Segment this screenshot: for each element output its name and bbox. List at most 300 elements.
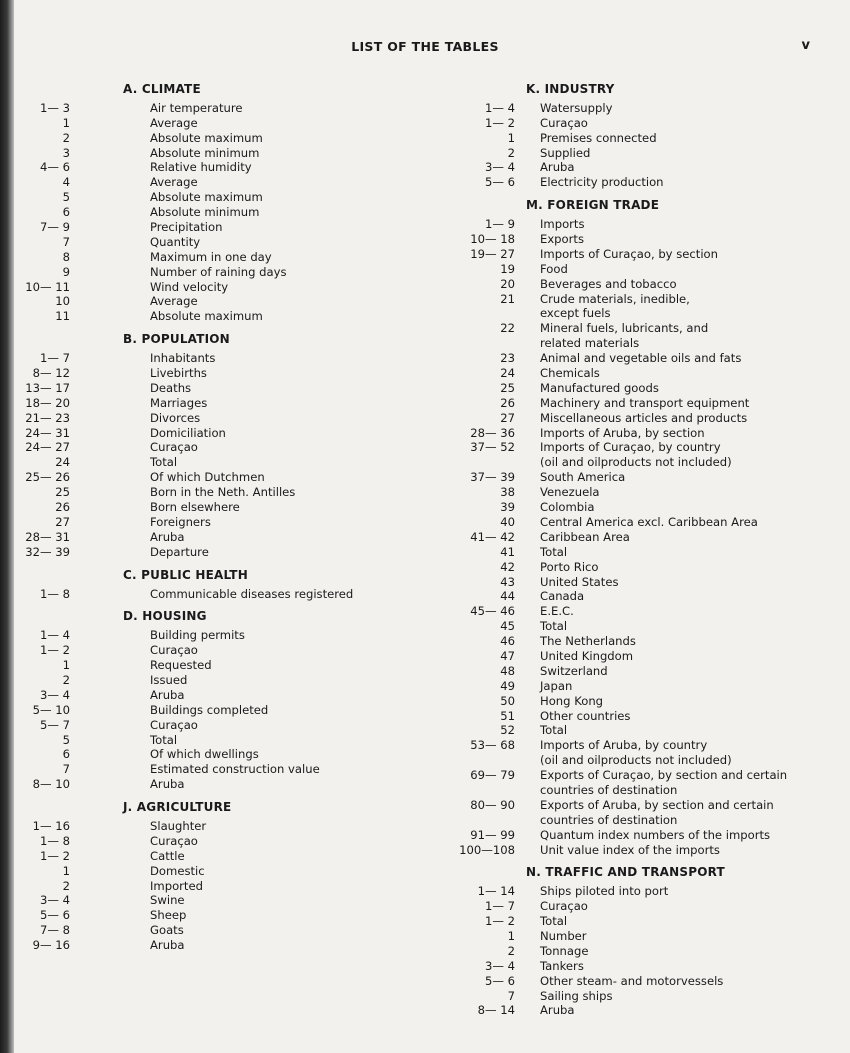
table-description: Curaçao bbox=[150, 643, 198, 658]
table-list-row bbox=[440, 560, 840, 575]
table-description: Communicable diseases registered bbox=[150, 586, 354, 601]
table-description: Divorces bbox=[150, 410, 201, 425]
table-list-row bbox=[20, 101, 420, 116]
table-list-row bbox=[20, 545, 420, 560]
table-list-row bbox=[440, 515, 840, 530]
table-number: 26 bbox=[500, 395, 515, 410]
table-list-row bbox=[440, 470, 840, 485]
table-description: Buildings completed bbox=[150, 702, 269, 717]
section-heading-text: C. PUBLIC HEALTH bbox=[123, 567, 248, 582]
table-number: 46 bbox=[500, 634, 515, 649]
table-number: 1— 4 bbox=[484, 100, 515, 115]
table-description: Deaths bbox=[150, 380, 192, 395]
table-number: 9 bbox=[62, 264, 70, 279]
table-list-row bbox=[440, 944, 840, 959]
table-list-row bbox=[440, 914, 840, 929]
table-list-row bbox=[20, 864, 420, 879]
table-number: 1— 14 bbox=[477, 884, 515, 899]
table-number: 7— 9 bbox=[39, 220, 70, 235]
table-description: Foreigners bbox=[150, 514, 211, 529]
table-list-row bbox=[440, 753, 840, 768]
table-list-row bbox=[20, 628, 420, 643]
table-number: 52 bbox=[500, 723, 515, 738]
table-number: 38 bbox=[500, 485, 515, 500]
table-description: Sailing ships bbox=[540, 988, 613, 1003]
table-description: Imports of Curaçao, by country bbox=[540, 440, 721, 455]
table-list-row bbox=[20, 250, 420, 265]
table-description: Total bbox=[540, 723, 568, 738]
table-list-row bbox=[20, 515, 420, 530]
table-description: Mineral fuels, lubricants, and bbox=[540, 321, 709, 336]
section-heading-text: A. CLIMATE bbox=[123, 82, 201, 96]
table-list-row bbox=[440, 545, 840, 560]
table-list-row bbox=[20, 175, 420, 190]
table-number: 19 bbox=[500, 261, 515, 276]
table-number: 39 bbox=[500, 500, 515, 515]
table-description: Absolute maximum bbox=[150, 309, 263, 324]
table-number: 53— 68 bbox=[470, 738, 515, 753]
table-number: 27 bbox=[500, 410, 515, 425]
table-list-row bbox=[20, 146, 420, 161]
table-number: 21— 23 bbox=[25, 410, 70, 425]
table-number: 2 bbox=[62, 672, 70, 687]
table-list-row bbox=[20, 396, 420, 411]
section-heading bbox=[20, 568, 420, 583]
table-description: Exports of Curaçao, by section and certain bbox=[540, 768, 788, 783]
table-list-row bbox=[440, 899, 840, 914]
table-description: Wind velocity bbox=[150, 279, 229, 294]
table-list-row bbox=[20, 819, 420, 834]
table-list-row bbox=[440, 664, 840, 679]
table-description: countries of destination bbox=[540, 812, 678, 827]
table-number: 25 bbox=[55, 485, 70, 500]
table-list-row bbox=[20, 309, 420, 324]
table-description: Total bbox=[150, 732, 178, 747]
table-description: Watersupply bbox=[540, 100, 613, 115]
table-list-row bbox=[440, 929, 840, 944]
table-number: 1— 7 bbox=[39, 351, 70, 366]
table-number: 1— 4 bbox=[39, 628, 70, 643]
table-list-row bbox=[440, 884, 840, 899]
table-description: Hong Kong bbox=[540, 693, 604, 708]
section-gap bbox=[440, 857, 840, 865]
table-list-row bbox=[440, 723, 840, 738]
table-description: Quantity bbox=[150, 234, 201, 249]
table-list-row bbox=[20, 485, 420, 500]
table-list-row bbox=[440, 828, 840, 843]
table-description: Imports of Aruba, by country bbox=[540, 738, 708, 753]
table-number: 37— 39 bbox=[470, 470, 515, 485]
table-list-row bbox=[440, 336, 840, 351]
table-list-row bbox=[440, 974, 840, 989]
table-list-row bbox=[20, 879, 420, 894]
table-list-row bbox=[440, 649, 840, 664]
table-number: 25— 26 bbox=[25, 470, 70, 485]
table-list-row bbox=[20, 351, 420, 366]
table-description: Central America excl. Caribbean Area bbox=[540, 514, 758, 529]
table-description: Venezuela bbox=[540, 485, 600, 500]
table-list-row bbox=[20, 220, 420, 235]
table-description: Aruba bbox=[150, 938, 185, 953]
book-binding-shadow bbox=[0, 0, 14, 1053]
table-number: 4— 6 bbox=[39, 160, 70, 175]
table-list-row bbox=[440, 321, 840, 336]
table-number: 5— 6 bbox=[484, 973, 515, 988]
table-number: 21 bbox=[500, 291, 515, 306]
table-description: Relative humidity bbox=[150, 160, 252, 175]
table-number: 20 bbox=[500, 276, 515, 291]
table-description: Manufactured goods bbox=[540, 380, 659, 395]
table-description: Premises connected bbox=[540, 130, 657, 145]
table-description: Other countries bbox=[540, 708, 631, 723]
section-heading-text: B. POPULATION bbox=[123, 332, 230, 347]
table-list-row bbox=[440, 217, 840, 232]
right-column bbox=[440, 82, 840, 1018]
table-description: Absolute maximum bbox=[150, 130, 263, 145]
table-number: 4 bbox=[62, 175, 70, 190]
table-description: Issued bbox=[150, 672, 188, 687]
table-number: 8— 12 bbox=[32, 366, 70, 381]
table-list-row bbox=[440, 381, 840, 396]
table-number: 3— 4 bbox=[484, 160, 515, 175]
table-number: 24— 31 bbox=[25, 425, 70, 440]
table-number: 6 bbox=[62, 205, 70, 220]
table-description: Unit value index of the imports bbox=[540, 842, 720, 857]
table-number: 7— 8 bbox=[39, 923, 70, 938]
table-number: 2 bbox=[62, 878, 70, 893]
table-number: 40 bbox=[500, 514, 515, 529]
table-list-row bbox=[440, 798, 840, 813]
table-list-row bbox=[20, 587, 420, 602]
table-number: 28— 36 bbox=[470, 425, 515, 440]
table-number: 10— 18 bbox=[470, 232, 515, 247]
table-number: 1— 8 bbox=[39, 833, 70, 848]
table-list-row bbox=[20, 703, 420, 718]
table-list-row bbox=[440, 738, 840, 753]
table-list-row bbox=[20, 762, 420, 777]
table-number: 5— 6 bbox=[484, 175, 515, 190]
table-description: Chemicals bbox=[540, 366, 600, 381]
table-description: Porto Rico bbox=[540, 559, 599, 574]
table-description: Goats bbox=[150, 923, 184, 938]
table-description: Swine bbox=[150, 893, 185, 908]
table-list-row bbox=[20, 455, 420, 470]
table-number: 1— 2 bbox=[484, 115, 515, 130]
table-description: Ships piloted into port bbox=[540, 884, 669, 899]
table-description: Departure bbox=[150, 544, 209, 559]
table-list-row bbox=[20, 381, 420, 396]
table-description: United Kingdom bbox=[540, 648, 634, 663]
table-number: 8— 14 bbox=[477, 1003, 515, 1018]
table-list-row bbox=[20, 280, 420, 295]
table-description: Absolute maximum bbox=[150, 190, 263, 205]
table-list-row bbox=[440, 813, 840, 828]
table-list-row bbox=[20, 643, 420, 658]
table-list-row bbox=[20, 366, 420, 381]
table-number: 1 bbox=[62, 658, 70, 673]
table-list-row bbox=[20, 265, 420, 280]
table-number: 3 bbox=[62, 145, 70, 160]
table-number: 100—108 bbox=[459, 842, 515, 857]
table-description: Requested bbox=[150, 658, 212, 673]
table-list-row bbox=[440, 589, 840, 604]
table-list-row bbox=[440, 500, 840, 515]
table-list-row bbox=[20, 893, 420, 908]
table-list-row bbox=[440, 989, 840, 1004]
table-number: 2 bbox=[507, 145, 515, 160]
table-number: 24 bbox=[55, 455, 70, 470]
table-number: 45 bbox=[500, 619, 515, 634]
table-description: (oil and oilproducts not included) bbox=[540, 753, 732, 768]
table-description: Curaçao bbox=[150, 717, 198, 732]
table-number: 3— 4 bbox=[39, 893, 70, 908]
table-description: Building permits bbox=[150, 628, 245, 643]
table-number: 1— 9 bbox=[484, 217, 515, 232]
table-list-row bbox=[440, 292, 840, 307]
table-list-row bbox=[20, 235, 420, 250]
table-list-row bbox=[440, 146, 840, 161]
table-list-row bbox=[440, 530, 840, 545]
table-number: 1— 3 bbox=[39, 100, 70, 115]
table-description: (oil and oilproducts not included) bbox=[540, 455, 732, 470]
table-number: 44 bbox=[500, 589, 515, 604]
table-list-row bbox=[440, 575, 840, 590]
table-number: 5 bbox=[62, 190, 70, 205]
table-list-row bbox=[20, 294, 420, 309]
table-list-row bbox=[20, 205, 420, 220]
table-description: Switzerland bbox=[540, 663, 608, 678]
section-heading bbox=[440, 198, 840, 213]
table-number: 7 bbox=[62, 762, 70, 777]
table-list-row bbox=[440, 247, 840, 262]
table-list-row bbox=[20, 190, 420, 205]
table-description: Machinery and transport equipment bbox=[540, 395, 750, 410]
table-list-row bbox=[440, 396, 840, 411]
table-description: Born in the Neth. Antilles bbox=[150, 485, 296, 500]
table-list-row bbox=[20, 131, 420, 146]
table-list-row bbox=[440, 455, 840, 470]
table-description: Exports bbox=[540, 232, 584, 247]
table-description: Electricity production bbox=[540, 175, 664, 190]
table-list-row bbox=[440, 768, 840, 783]
table-number: 5— 10 bbox=[32, 702, 70, 717]
table-number: 26 bbox=[55, 500, 70, 515]
table-number: 24 bbox=[500, 366, 515, 381]
table-list-row bbox=[440, 366, 840, 381]
table-number: 27 bbox=[55, 514, 70, 529]
table-list-row bbox=[440, 485, 840, 500]
table-list-row bbox=[20, 923, 420, 938]
table-description: United States bbox=[540, 574, 619, 589]
table-list-row bbox=[440, 1003, 840, 1018]
section-heading-text: J. AGRICULTURE bbox=[123, 800, 232, 815]
section-gap bbox=[20, 560, 420, 568]
section-heading bbox=[20, 800, 420, 815]
table-number: 7 bbox=[507, 988, 515, 1003]
table-description: Tankers bbox=[540, 958, 584, 973]
section-heading-text: M. FOREIGN TRADE bbox=[526, 198, 660, 213]
table-list-row bbox=[440, 101, 840, 116]
table-description: Domiciliation bbox=[150, 425, 226, 440]
table-description: Born elsewhere bbox=[150, 500, 240, 515]
table-description: Absolute minimum bbox=[150, 205, 260, 220]
table-list-row bbox=[440, 116, 840, 131]
table-list-row bbox=[440, 131, 840, 146]
table-description: Of which Dutchmen bbox=[150, 470, 265, 485]
table-description: Aruba bbox=[540, 1003, 575, 1018]
table-number: 8 bbox=[62, 249, 70, 264]
table-number: 41 bbox=[500, 544, 515, 559]
table-number: 7 bbox=[62, 234, 70, 249]
table-number: 5 bbox=[62, 732, 70, 747]
table-number: 24— 27 bbox=[25, 440, 70, 455]
section-heading-text: D. HOUSING bbox=[123, 609, 207, 624]
table-description: Colombia bbox=[540, 500, 595, 515]
table-number: 80— 90 bbox=[470, 797, 515, 812]
table-list-row bbox=[20, 411, 420, 426]
table-description: Total bbox=[540, 619, 568, 634]
table-description: Cattle bbox=[150, 848, 185, 863]
table-description: Japan bbox=[540, 678, 573, 693]
table-description: Estimated construction value bbox=[150, 762, 320, 777]
table-number: 8— 10 bbox=[32, 777, 70, 792]
table-number: 41— 42 bbox=[470, 529, 515, 544]
table-number: 1 bbox=[62, 115, 70, 130]
table-description: Canada bbox=[540, 589, 585, 604]
table-list-row bbox=[20, 160, 420, 175]
table-list-row bbox=[20, 673, 420, 688]
table-list-row bbox=[20, 834, 420, 849]
section-heading-text: K. INDUSTRY bbox=[526, 82, 615, 96]
table-number: 10— 11 bbox=[25, 279, 70, 294]
table-description: except fuels bbox=[540, 306, 611, 321]
table-description: The Netherlands bbox=[540, 634, 636, 649]
table-list-row bbox=[20, 733, 420, 748]
left-column bbox=[20, 82, 420, 953]
table-description: Crude materials, inedible, bbox=[540, 291, 690, 306]
table-description: Imports bbox=[540, 217, 585, 232]
table-list-row bbox=[440, 411, 840, 426]
table-description: Inhabitants bbox=[150, 351, 216, 366]
table-number: 22 bbox=[500, 321, 515, 336]
table-description: Total bbox=[540, 914, 568, 929]
table-number: 50 bbox=[500, 693, 515, 708]
table-description: Caribbean Area bbox=[540, 529, 630, 544]
page-number: v bbox=[801, 38, 810, 53]
table-description: Aruba bbox=[150, 529, 185, 544]
table-list-row bbox=[440, 426, 840, 441]
table-description: Imported bbox=[150, 878, 203, 893]
table-list-row bbox=[440, 634, 840, 649]
table-number: 1— 2 bbox=[484, 914, 515, 929]
table-number: 69— 79 bbox=[470, 768, 515, 783]
table-list-row bbox=[20, 777, 420, 792]
table-list-row bbox=[20, 849, 420, 864]
table-list-row bbox=[440, 351, 840, 366]
table-description: Beverages and tobacco bbox=[540, 276, 677, 291]
table-number: 28— 31 bbox=[25, 529, 70, 544]
table-description: Livebirths bbox=[150, 366, 207, 381]
section-heading bbox=[440, 865, 840, 880]
table-number: 1— 2 bbox=[39, 643, 70, 658]
table-number: 18— 20 bbox=[25, 395, 70, 410]
table-number: 5— 7 bbox=[39, 717, 70, 732]
table-list-row bbox=[20, 688, 420, 703]
table-list-row bbox=[440, 175, 840, 190]
page-title: LIST OF THE TABLES bbox=[351, 39, 499, 54]
section-gap bbox=[20, 601, 420, 609]
table-description: Animal and vegetable oils and fats bbox=[540, 351, 742, 366]
table-description: Curaçao bbox=[540, 899, 588, 914]
table-description: Of which dwellings bbox=[150, 747, 259, 762]
table-list-row bbox=[20, 116, 420, 131]
table-number: 42 bbox=[500, 559, 515, 574]
table-number: 13— 17 bbox=[25, 380, 70, 395]
table-description: Tonnage bbox=[540, 943, 589, 958]
table-number: 43 bbox=[500, 574, 515, 589]
table-description: South America bbox=[540, 470, 626, 485]
table-list-row bbox=[20, 658, 420, 673]
section-heading bbox=[20, 332, 420, 347]
table-description: Sheep bbox=[150, 908, 187, 923]
table-list-row bbox=[20, 470, 420, 485]
table-list-row bbox=[20, 500, 420, 515]
table-description: Curaçao bbox=[150, 833, 198, 848]
section-gap bbox=[20, 792, 420, 800]
table-list-row bbox=[440, 440, 840, 455]
table-description: Number bbox=[540, 928, 587, 943]
table-number: 1 bbox=[507, 130, 515, 145]
table-number: 1— 8 bbox=[39, 586, 70, 601]
table-description: Quantum index numbers of the imports bbox=[540, 827, 771, 842]
table-list-row bbox=[440, 160, 840, 175]
table-list-row bbox=[20, 938, 420, 953]
section-gap bbox=[20, 324, 420, 332]
table-number: 19— 27 bbox=[470, 246, 515, 261]
section-heading bbox=[440, 82, 840, 97]
table-description: Miscellaneous articles and products bbox=[540, 410, 748, 425]
table-description: Curaçao bbox=[540, 115, 588, 130]
table-list-row bbox=[440, 604, 840, 619]
table-list-row bbox=[440, 709, 840, 724]
table-description: Air temperature bbox=[150, 100, 243, 115]
table-number: 1— 16 bbox=[32, 818, 70, 833]
table-description: Imports of Aruba, by section bbox=[540, 425, 705, 440]
table-description: Exports of Aruba, by section and certain bbox=[540, 797, 774, 812]
table-number: 25 bbox=[500, 380, 515, 395]
table-list-row bbox=[440, 232, 840, 247]
section-heading bbox=[20, 609, 420, 624]
table-description: Average bbox=[150, 115, 198, 130]
table-description: countries of destination bbox=[540, 782, 678, 797]
table-description: Imports of Curaçao, by section bbox=[540, 246, 718, 261]
table-number: 45— 46 bbox=[470, 604, 515, 619]
table-list-row bbox=[440, 959, 840, 974]
table-list-row bbox=[20, 530, 420, 545]
table-list-row bbox=[20, 426, 420, 441]
table-number: 48 bbox=[500, 663, 515, 678]
table-description: Slaughter bbox=[150, 818, 207, 833]
table-list-row bbox=[20, 440, 420, 455]
table-number: 32— 39 bbox=[25, 544, 70, 559]
table-number: 49 bbox=[500, 678, 515, 693]
table-description: related materials bbox=[540, 336, 640, 351]
table-description: Total bbox=[150, 455, 178, 470]
section-gap bbox=[440, 190, 840, 198]
table-number: 3— 4 bbox=[39, 687, 70, 702]
table-description: Aruba bbox=[540, 160, 575, 175]
table-description: Total bbox=[540, 544, 568, 559]
